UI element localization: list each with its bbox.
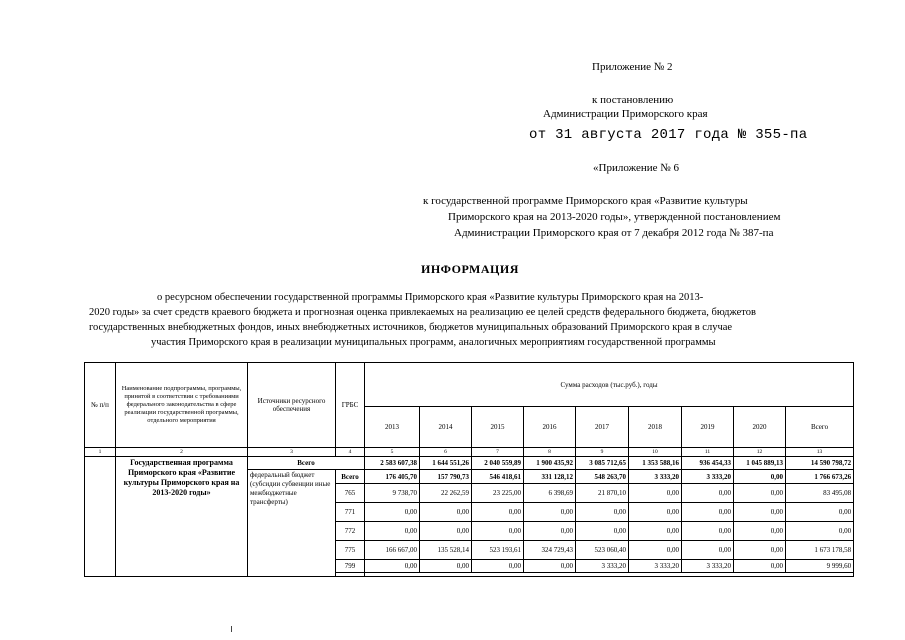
grbs-cell: Всего bbox=[336, 470, 365, 484]
federal-total-value: 3 333,20 bbox=[682, 470, 734, 484]
description-line-1: о ресурсном обеспечении государственной программы Приморского края «Развитие культуры Приморского края на 2013- bbox=[157, 292, 704, 303]
col-header-name: Наименование подпрограммы, программы, принятой в соответствии с требованиями федерального законодательства в сфере реализации государственной программы, отдельного мероприятия bbox=[116, 363, 248, 448]
grbs-value: 21 870,10 bbox=[576, 484, 629, 503]
col-header-sum: Сумма расходов (тыс.руб.), годы bbox=[365, 363, 854, 407]
col-header-year: 2016 bbox=[524, 407, 576, 448]
grbs-value: 9 999,60 bbox=[786, 560, 854, 573]
col-number: 5 bbox=[365, 448, 420, 457]
program-line-1: к государственной программе Приморского края «Развитие культуры bbox=[423, 195, 748, 207]
grbs-value: 0,00 bbox=[629, 541, 682, 560]
description-line-4: участия Приморского края в реализации муниципальных программ, аналогичных мероприятиям государственной программы bbox=[151, 337, 716, 348]
col-header-total: Всего bbox=[786, 407, 854, 448]
col-number: 4 bbox=[336, 448, 365, 457]
federal-total-value: 157 790,73 bbox=[420, 470, 472, 484]
grbs-value: 0,00 bbox=[629, 484, 682, 503]
col-number: 10 bbox=[629, 448, 682, 457]
row-number-cell bbox=[85, 457, 116, 577]
grbs-value: 0,00 bbox=[576, 522, 629, 541]
grbs-value: 0,00 bbox=[786, 522, 854, 541]
grbs-value: 0,00 bbox=[734, 541, 786, 560]
grbs-value: 324 729,43 bbox=[524, 541, 576, 560]
grbs-value: 6 398,69 bbox=[524, 484, 576, 503]
total-source-label: Всего bbox=[248, 457, 365, 470]
grbs-value: 0,00 bbox=[472, 522, 524, 541]
grbs-value: 135 528,14 bbox=[420, 541, 472, 560]
scan-mark bbox=[231, 626, 232, 632]
col-number: 2 bbox=[116, 448, 248, 457]
grbs-value: 3 333,20 bbox=[682, 560, 734, 573]
grbs-value: 0,00 bbox=[734, 522, 786, 541]
grbs-value: 0,00 bbox=[472, 503, 524, 522]
col-number: 9 bbox=[576, 448, 629, 457]
col-number: 8 bbox=[524, 448, 576, 457]
col-header-num: № п/п bbox=[85, 363, 116, 448]
grbs-value: 0,00 bbox=[734, 560, 786, 573]
grbs-value: 0,00 bbox=[734, 503, 786, 522]
col-header-year: 2014 bbox=[420, 407, 472, 448]
grbs-value: 523 193,61 bbox=[472, 541, 524, 560]
grbs-value: 0,00 bbox=[786, 503, 854, 522]
description-line-3: государственных внебюджетных фондов, иных внебюджетных источников, бюджетов муниципальных образований Приморского края в случае bbox=[89, 322, 733, 333]
col-number: 11 bbox=[682, 448, 734, 457]
appendix6-label: «Приложение № 6 bbox=[593, 162, 680, 174]
total-value: 2 040 559,89 bbox=[472, 457, 524, 470]
resource-table bbox=[84, 362, 854, 577]
grbs-cell: 765 bbox=[336, 484, 365, 503]
grbs-value: 0,00 bbox=[365, 560, 420, 573]
col-number: 7 bbox=[472, 448, 524, 457]
grbs-value: 0,00 bbox=[682, 503, 734, 522]
empty-cell bbox=[336, 573, 365, 577]
grbs-value: 0,00 bbox=[420, 522, 472, 541]
col-header-year: 2019 bbox=[682, 407, 734, 448]
federal-total-value: 546 418,61 bbox=[472, 470, 524, 484]
federal-total-value: 3 333,20 bbox=[629, 470, 682, 484]
appendix-label: Приложение № 2 bbox=[592, 61, 673, 73]
federal-total-value: 1 766 673,26 bbox=[786, 470, 854, 484]
program-line-3: Администрации Приморского края от 7 декабря 2012 года № 387-па bbox=[454, 227, 774, 239]
grbs-value: 0,00 bbox=[576, 503, 629, 522]
grbs-value: 0,00 bbox=[420, 503, 472, 522]
grbs-value: 0,00 bbox=[682, 484, 734, 503]
col-number: 6 bbox=[420, 448, 472, 457]
federal-budget-source: федеральный бюджет (субсидии субвенции иные межбюджетные трансферты) bbox=[248, 470, 336, 577]
col-header-year: 2013 bbox=[365, 407, 420, 448]
grbs-value: 0,00 bbox=[420, 560, 472, 573]
col-number: 12 bbox=[734, 448, 786, 457]
federal-total-value: 331 128,12 bbox=[524, 470, 576, 484]
col-header-year: 2015 bbox=[472, 407, 524, 448]
col-header-year: 2020 bbox=[734, 407, 786, 448]
grbs-value: 1 673 178,58 bbox=[786, 541, 854, 560]
document-title: ИНФОРМАЦИЯ bbox=[421, 262, 519, 276]
grbs-value: 0,00 bbox=[365, 522, 420, 541]
grbs-value: 3 333,20 bbox=[576, 560, 629, 573]
grbs-value: 523 060,40 bbox=[576, 541, 629, 560]
grbs-value: 0,00 bbox=[524, 560, 576, 573]
grbs-value: 0,00 bbox=[365, 503, 420, 522]
grbs-value: 0,00 bbox=[682, 541, 734, 560]
program-line-2: Приморского края на 2013-2020 годы», утвержденной постановлением bbox=[448, 211, 781, 223]
federal-total-value: 548 263,70 bbox=[576, 470, 629, 484]
total-value: 3 085 712,65 bbox=[576, 457, 629, 470]
col-number: 1 bbox=[85, 448, 116, 457]
grbs-value: 0,00 bbox=[734, 484, 786, 503]
empty-cell bbox=[365, 573, 854, 577]
grbs-value: 0,00 bbox=[629, 503, 682, 522]
description-line-2: 2020 годы» за счет средств краевого бюджета и прогнозная оценка привлекаемых на реализацию ее целей средств федерального бюджета, бюджетов bbox=[89, 307, 756, 318]
date-number-stamp: от 31 августа 2017 года № 355-па bbox=[529, 127, 808, 143]
grbs-value: 0,00 bbox=[472, 560, 524, 573]
total-value: 2 583 607,38 bbox=[365, 457, 420, 470]
to-resolution-label: к постановлению bbox=[592, 94, 674, 106]
total-value: 936 454,33 bbox=[682, 457, 734, 470]
program-name: Государственная программа Приморского края «Развитие культуры Приморского края на 2013-2020 годы» bbox=[116, 457, 248, 577]
grbs-cell: 772 bbox=[336, 522, 365, 541]
total-value: 14 590 798,72 bbox=[786, 457, 854, 470]
federal-total-value: 0,00 bbox=[734, 470, 786, 484]
total-value: 1 045 889,13 bbox=[734, 457, 786, 470]
administration-label: Администрации Приморского края bbox=[543, 108, 708, 120]
grbs-value: 0,00 bbox=[629, 522, 682, 541]
col-number: 3 bbox=[248, 448, 336, 457]
grbs-value: 9 738,70 bbox=[365, 484, 420, 503]
grbs-value: 3 333,20 bbox=[629, 560, 682, 573]
grbs-value: 0,00 bbox=[524, 522, 576, 541]
grbs-cell: 799 bbox=[336, 560, 365, 573]
total-value: 1 644 551,26 bbox=[420, 457, 472, 470]
grbs-value: 83 495,08 bbox=[786, 484, 854, 503]
federal-total-value: 176 405,70 bbox=[365, 470, 420, 484]
grbs-value: 0,00 bbox=[682, 522, 734, 541]
grbs-value: 0,00 bbox=[524, 503, 576, 522]
grbs-value: 22 262,59 bbox=[420, 484, 472, 503]
col-header-year: 2018 bbox=[629, 407, 682, 448]
grbs-cell: 775 bbox=[336, 541, 365, 560]
grbs-value: 23 225,00 bbox=[472, 484, 524, 503]
total-value: 1 353 588,16 bbox=[629, 457, 682, 470]
grbs-cell: 771 bbox=[336, 503, 365, 522]
total-value: 1 900 435,92 bbox=[524, 457, 576, 470]
col-header-source: Источники ресурсного обеспечения bbox=[248, 363, 336, 448]
col-header-year: 2017 bbox=[576, 407, 629, 448]
grbs-value: 166 667,00 bbox=[365, 541, 420, 560]
col-number: 13 bbox=[786, 448, 854, 457]
col-header-grbs: ГРБС bbox=[336, 363, 365, 448]
